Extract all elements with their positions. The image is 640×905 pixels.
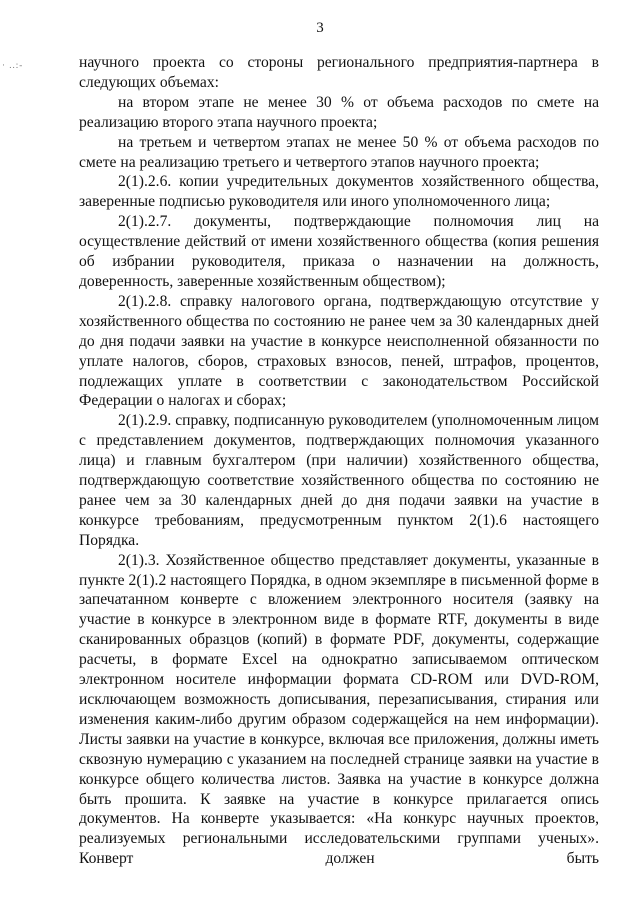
document-body — [79, 53, 599, 869]
paragraph-2-1-2-8: 2(1).2.8. справку налогового органа, подтверждающую отсутствие у хозяйственного общества по состоянию не ранее чем за 30 календарных дней до дня подачи заявки на участие в конкурсе неисполненной обязанности по уплате налогов, сборов, страховых взносов, пеней, штрафов, процентов, подлежащих уплате в соответствии с законодательством Российской Федерации о налогах и сборах; — [79, 292, 599, 410]
paragraph-2-1-3: 2(1).3. Хозяйственное общество представляет документы, указанные в пункте 2(1).2 настоящего Порядка, в одном экземпляре в письменной форме в запечатанном конверте с вложением электронного носителя (заявку на участие в конкурсе в электронном виде в формате RTF, документы в виде сканированных образцов (копий) в формате PDF, документы, содержащие расчеты, в формате Excel на однократно записываемом оптическом электронном носителе информации формата CD-ROM или DVD-ROM, исключающем возможность дописывания, перезаписывания, стирания или изменения каким-либо другим образом содержащейся на нем информации). Листы заявки на участие в конкурсе, включая все приложения, должны иметь сквозную нумерацию с указанием на последней странице заявки на участие в конкурсе общего количества листов. Заявка на участие в конкурсе должна быть прошита. К заявке на участие в конкурсе прилагается опись документов. На конверте указывается: «На конкурс научных проектов, реализуемых региональными исследовательскими группами ученых». Конверт должен быть — [79, 551, 599, 868]
paragraph-3: на третьем и четвертом этапах не менее 50 % от объема расходов по смете на реализацию третьего и четвертого этапов научного проекта; — [79, 133, 599, 171]
paragraph-2-1-2-6: 2(1).2.6. копии учредительных документов хозяйственного общества, заверенные подписью руководителя или иного уполномоченного лица; — [79, 173, 599, 211]
page-number: 3 — [316, 20, 324, 36]
paragraph-2-1-2-9: 2(1).2.9. справку, подписанную руководителем (уполномоченным лицом с представлением документов, подтверждающих полномочия указанного лица) и главным бухгалтером (при наличии) хозяйственного общества, подтверждающую соответствие хозяйственного общества по состоянию не ранее чем за 30 календарных дней до дня подачи заявки на участие в конкурсе требованиям, предусмотренным пунктом 2(1).6 настоящего Порядка. — [79, 412, 599, 549]
paragraph-2: на втором этапе не менее 30 % от объема расходов по смете на реализацию второго этапа научного проекта; — [79, 93, 599, 131]
paragraph-2-1-2-7: 2(1).2.7. документы, подтверждающие полномочия лиц на осуществление действий от имени хозяйственного общества (копия решения об избрании руководителя, приказа о назначении на должность, доверенность, заверенные хозяйственным обществом); — [79, 213, 599, 290]
margin-mark: · ..:- — [2, 60, 24, 70]
paragraph-1: научного проекта со стороны регионального предприятия-партнера в следующих объемах: — [79, 54, 599, 91]
